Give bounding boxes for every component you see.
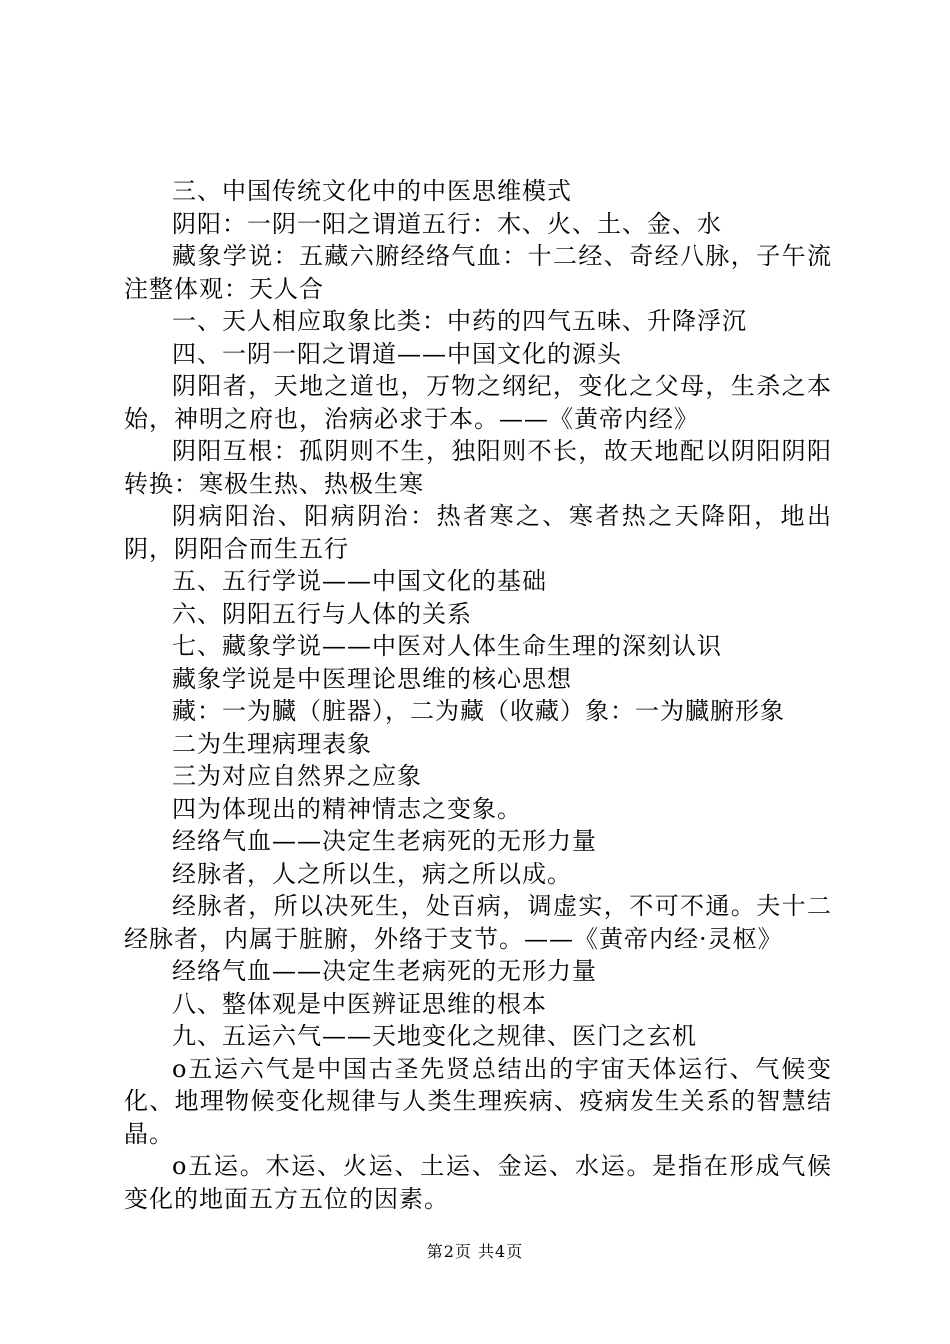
- paragraph: 二为生理病理表象: [172, 729, 372, 758]
- paragraph: 三为对应自然界之应象: [172, 762, 422, 790]
- paragraph: 一、天人相应取象比类：中药的四气五味、升降浮沉: [172, 307, 747, 335]
- paragraph: 经络气血——决定生老病死的无形力量: [172, 827, 597, 855]
- paragraph: 藏：一为臓（脏器），二为藏（收藏）象：一为臓腑形象: [172, 697, 785, 725]
- paragraph: 六、阴阳五行与人体的关系: [172, 599, 472, 628]
- paragraph: 九、五运六气——天地变化之规律、医门之玄机: [172, 1022, 697, 1050]
- paragraph: 藏象学说：五藏六腑经络气血：十二经、奇经八脉，子午流注整体观：天人合: [124, 242, 832, 303]
- paragraph: 八、整体观是中医辨证思维的根本: [172, 989, 547, 1018]
- page-number-footer: 第2页 共4页: [426, 1242, 524, 1261]
- paragraph: o五运六气是中国古圣先贤总结出的宇宙天体运行、气候变化、地理物候变化规律与人类生理疾病、疫病发生关系的智慧结晶。: [124, 1054, 832, 1148]
- paragraph: 四、一阴一阳之谓道——中国文化的源头: [172, 339, 622, 368]
- paragraph: 阴阳互根：孤阴则不生，独阳则不长，故天地配以阴阳阴阳转换：寒极生热、热极生寒: [124, 437, 832, 498]
- paragraph: 藏象学说是中医理论思维的核心思想: [172, 664, 572, 693]
- paragraph: o五运。木运、火运、土运、金运、水运。是指在形成气候变化的地面五方五位的因素。: [124, 1152, 832, 1213]
- paragraph: 阴阳者，天地之道也，万物之纲纪，变化之父母，生杀之本始，神明之府也，治病必求于本。——《黄帝内经》: [124, 372, 832, 433]
- paragraph: 七、藏象学说——中医对人体生命生理的深刻认识: [172, 632, 722, 660]
- paragraph: 阴阳：一阴一阳之谓道五行：木、火、土、金、水: [172, 209, 722, 238]
- paragraph: 经脉者，所以决死生，处百病，调虚实，不可不通。夫十二经脉者，内属于脏腑，外络于支节。——《黄帝内经·灵枢》: [124, 892, 832, 953]
- paragraph: 五、五行学说——中国文化的基础: [172, 567, 547, 595]
- paragraph: 四为体现出的精神情志之变象。: [172, 794, 522, 823]
- document-body: [124, 175, 832, 1215]
- paragraph: 经脉者，人之所以生，病之所以成。: [172, 859, 572, 888]
- paragraph: 经络气血——决定生老病死的无形力量: [172, 957, 597, 985]
- paragraph: 阴病阳治、阳病阴治：热者寒之、寒者热之天降阳，地出阴，阴阳合而生五行: [124, 502, 832, 563]
- paragraph: 三、中国传统文化中的中医思维模式: [172, 177, 572, 205]
